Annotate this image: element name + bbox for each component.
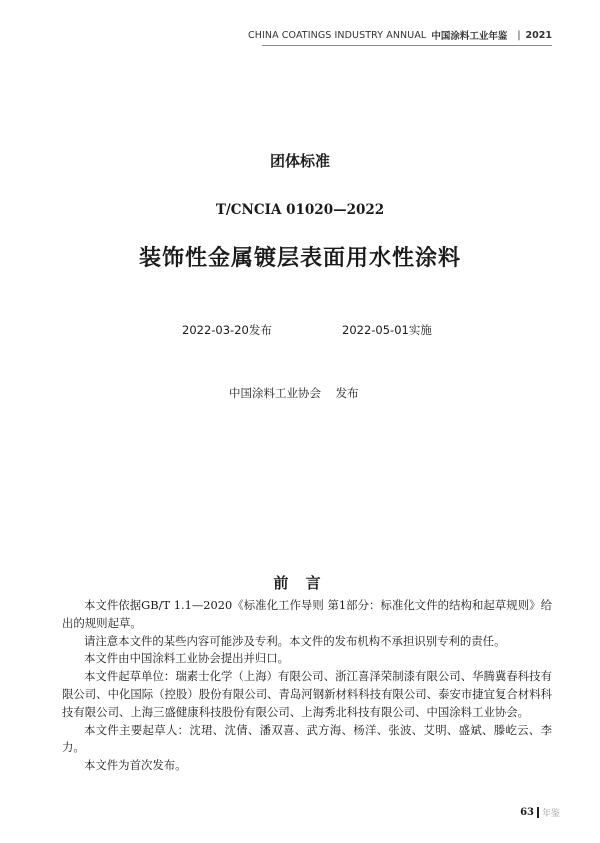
foreword-heading: 前 言: [273, 574, 327, 592]
header-rule: [262, 45, 552, 46]
standard-title: 装饰性金属镀层表面用水性涂料: [138, 245, 461, 271]
implement-date: 2022-05-01实施: [342, 323, 432, 337]
foreword-paragraph: 请注意本文件的某些内容可能涉及专利。本文件的发布机构不承担识别专利的责任。: [84, 633, 506, 648]
issue-date: 2022-03-20发布: [182, 323, 272, 337]
standard-code: T/CNCIA 01020—2022: [215, 202, 385, 218]
standard-publisher: 中国涂料工业协会 发布: [229, 386, 359, 400]
page-number: 63: [520, 807, 534, 818]
header-chinese-title: 中国涂料工业年鉴: [431, 31, 508, 42]
header-separator: |: [517, 29, 521, 41]
standard-category: 团体标准: [269, 152, 330, 170]
running-header: [248, 28, 552, 42]
foreword-paragraph: 本文件为首次发布。: [84, 758, 187, 773]
foreword-paragraph: 本文件由中国涂料工业协会提出并归口。: [84, 651, 290, 666]
page-footer: [520, 806, 560, 819]
foreword-paragraph: 本文件起草单位：瑞素士化学（上海）有限公司、浙江喜泽荣制漆有限公司、华腾冀春科技有限公司、中化国际（控股）股份有限公司、青岛河钢新材料科技有限公司、泰安市捷宜复合材料科技有限公司、上海三盛健康科技股份有限公司、上海秀北科技有限公司、中国涂料工业协会。: [62, 669, 552, 719]
header-year: 2021: [525, 29, 552, 41]
foreword-paragraph: 本文件依据GB/T 1.1—2020《标准化工作导则 第1部分：标准化文件的结构和起草规则》给出的规则起草。: [62, 598, 552, 630]
foreword-body: [62, 597, 552, 775]
header-english-title: CHINA COATINGS INDUSTRY ANNUAL: [248, 29, 427, 41]
footer-mark: 年鉴: [541, 809, 560, 819]
foreword-paragraph: 本文件主要起草人：沈珺、沈倩、潘双喜、武方海、杨洋、张波、艾明、盛斌、滕屹云、李力。: [62, 722, 552, 755]
footer-divider: [537, 807, 539, 818]
